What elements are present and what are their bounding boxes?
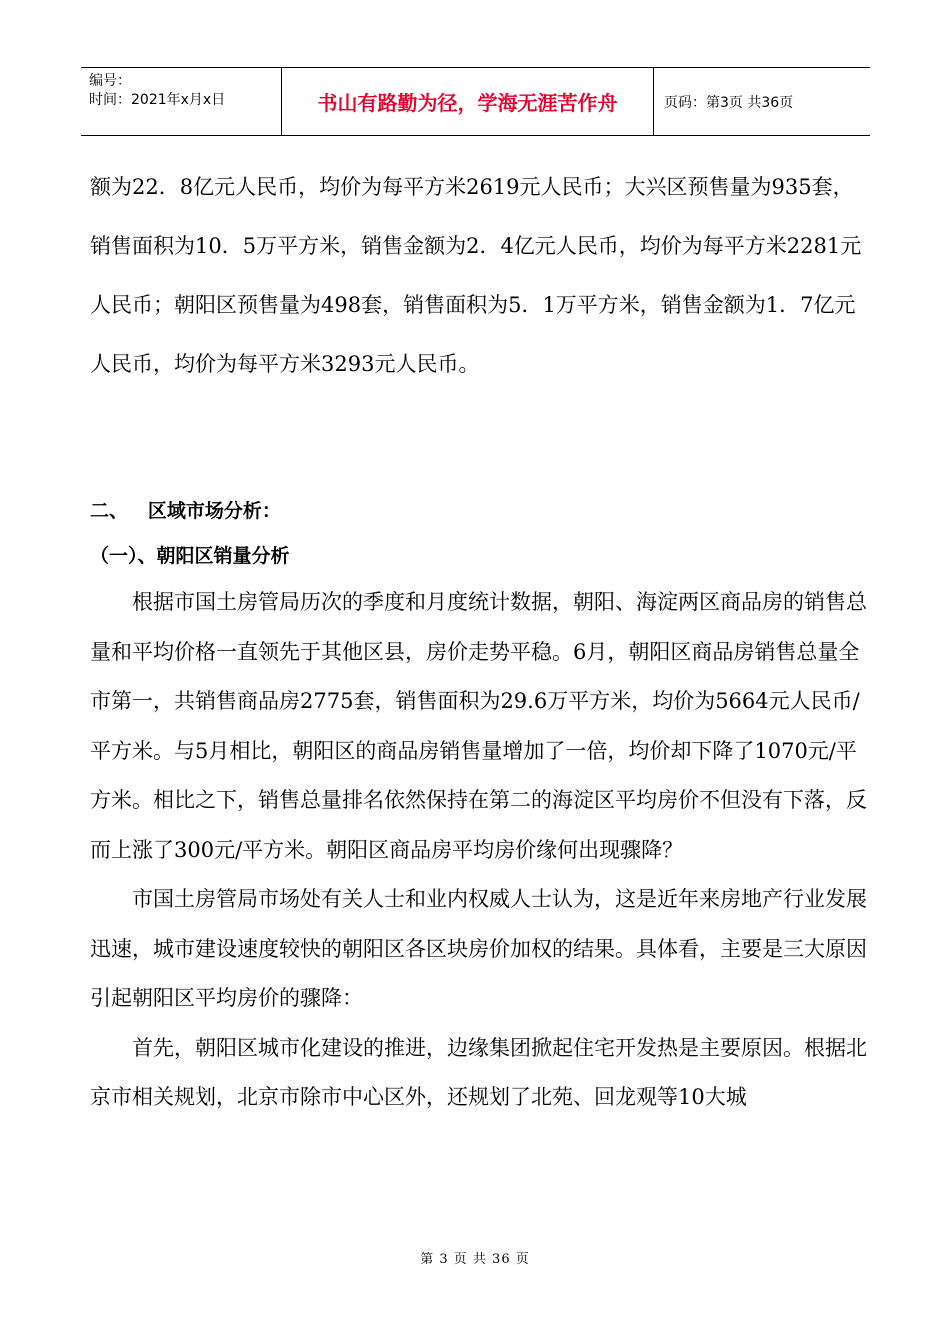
document-number-label: 编号： xyxy=(89,73,131,89)
body-paragraph: 根据市国土房管局历次的季度和月度统计数据，朝阳、海淀两区商品房的销售总量和平均价格一直领先于其他区县，房价走势平稳。6月，朝阳区商品房销售总量全市第一，共销售商品房2775套，销售面积为29.6万平方米，均价为5664元人民币/平方米。与5月相比，朝阳区的商品房销售量增加了一倍，均价却下降了1070元/平方米。相比之下，销售总量排名依然保持在第二的海淀区平均房价不但没有下落，反而上涨了300元/平方米。朝阳区商品房平均房价缘何出现骤降？ xyxy=(90,590,867,862)
subsection-heading: （一）、朝阳区销量分析 xyxy=(90,545,290,567)
section-heading: 二、 区域市场分析： xyxy=(90,500,281,522)
header-page-cell xyxy=(654,68,870,135)
intro-paragraph: 额为22．8亿元人民币，均价为每平方米2619元人民币；大兴区预售量为935套，销售面积为10．5万平方米，销售金额为2．4亿元人民币，均价为每平方米2281元人民币；朝阳区预售量为498套，销售面积为5．1万平方米，销售金额为1．7亿元人民币，均价为每平方米3293元人民币。 xyxy=(90,175,862,376)
document-date: 时间：2021年x月x日 xyxy=(89,92,226,108)
document-body xyxy=(90,158,870,1123)
page-footer: 第 3 页 共 36 页 xyxy=(420,1252,530,1267)
body-paragraph: 市国土房管局市场处有关人士和业内权威人士认为，这是近年来房地产行业发展迅速，城市建设速度较快的朝阳区各区块房价加权的结果。具体看，主要是三大原因引起朝阳区平均房价的骤降： xyxy=(90,887,867,1010)
header-motto-cell xyxy=(282,68,654,135)
body-paragraph: 首先，朝阳区城市化建设的推进，边缘集团掀起住宅开发热是主要原因。根据北京市相关规划，北京市除市中心区外，还规划了北苑、回龙观等10大城 xyxy=(90,1035,867,1109)
header-page-code: 页码：第3页 共36页 xyxy=(664,94,794,111)
header-motto: 书山有路勤为径，学海无涯苦作舟 xyxy=(317,91,618,115)
document-header xyxy=(81,67,870,136)
header-meta-cell xyxy=(81,68,282,135)
